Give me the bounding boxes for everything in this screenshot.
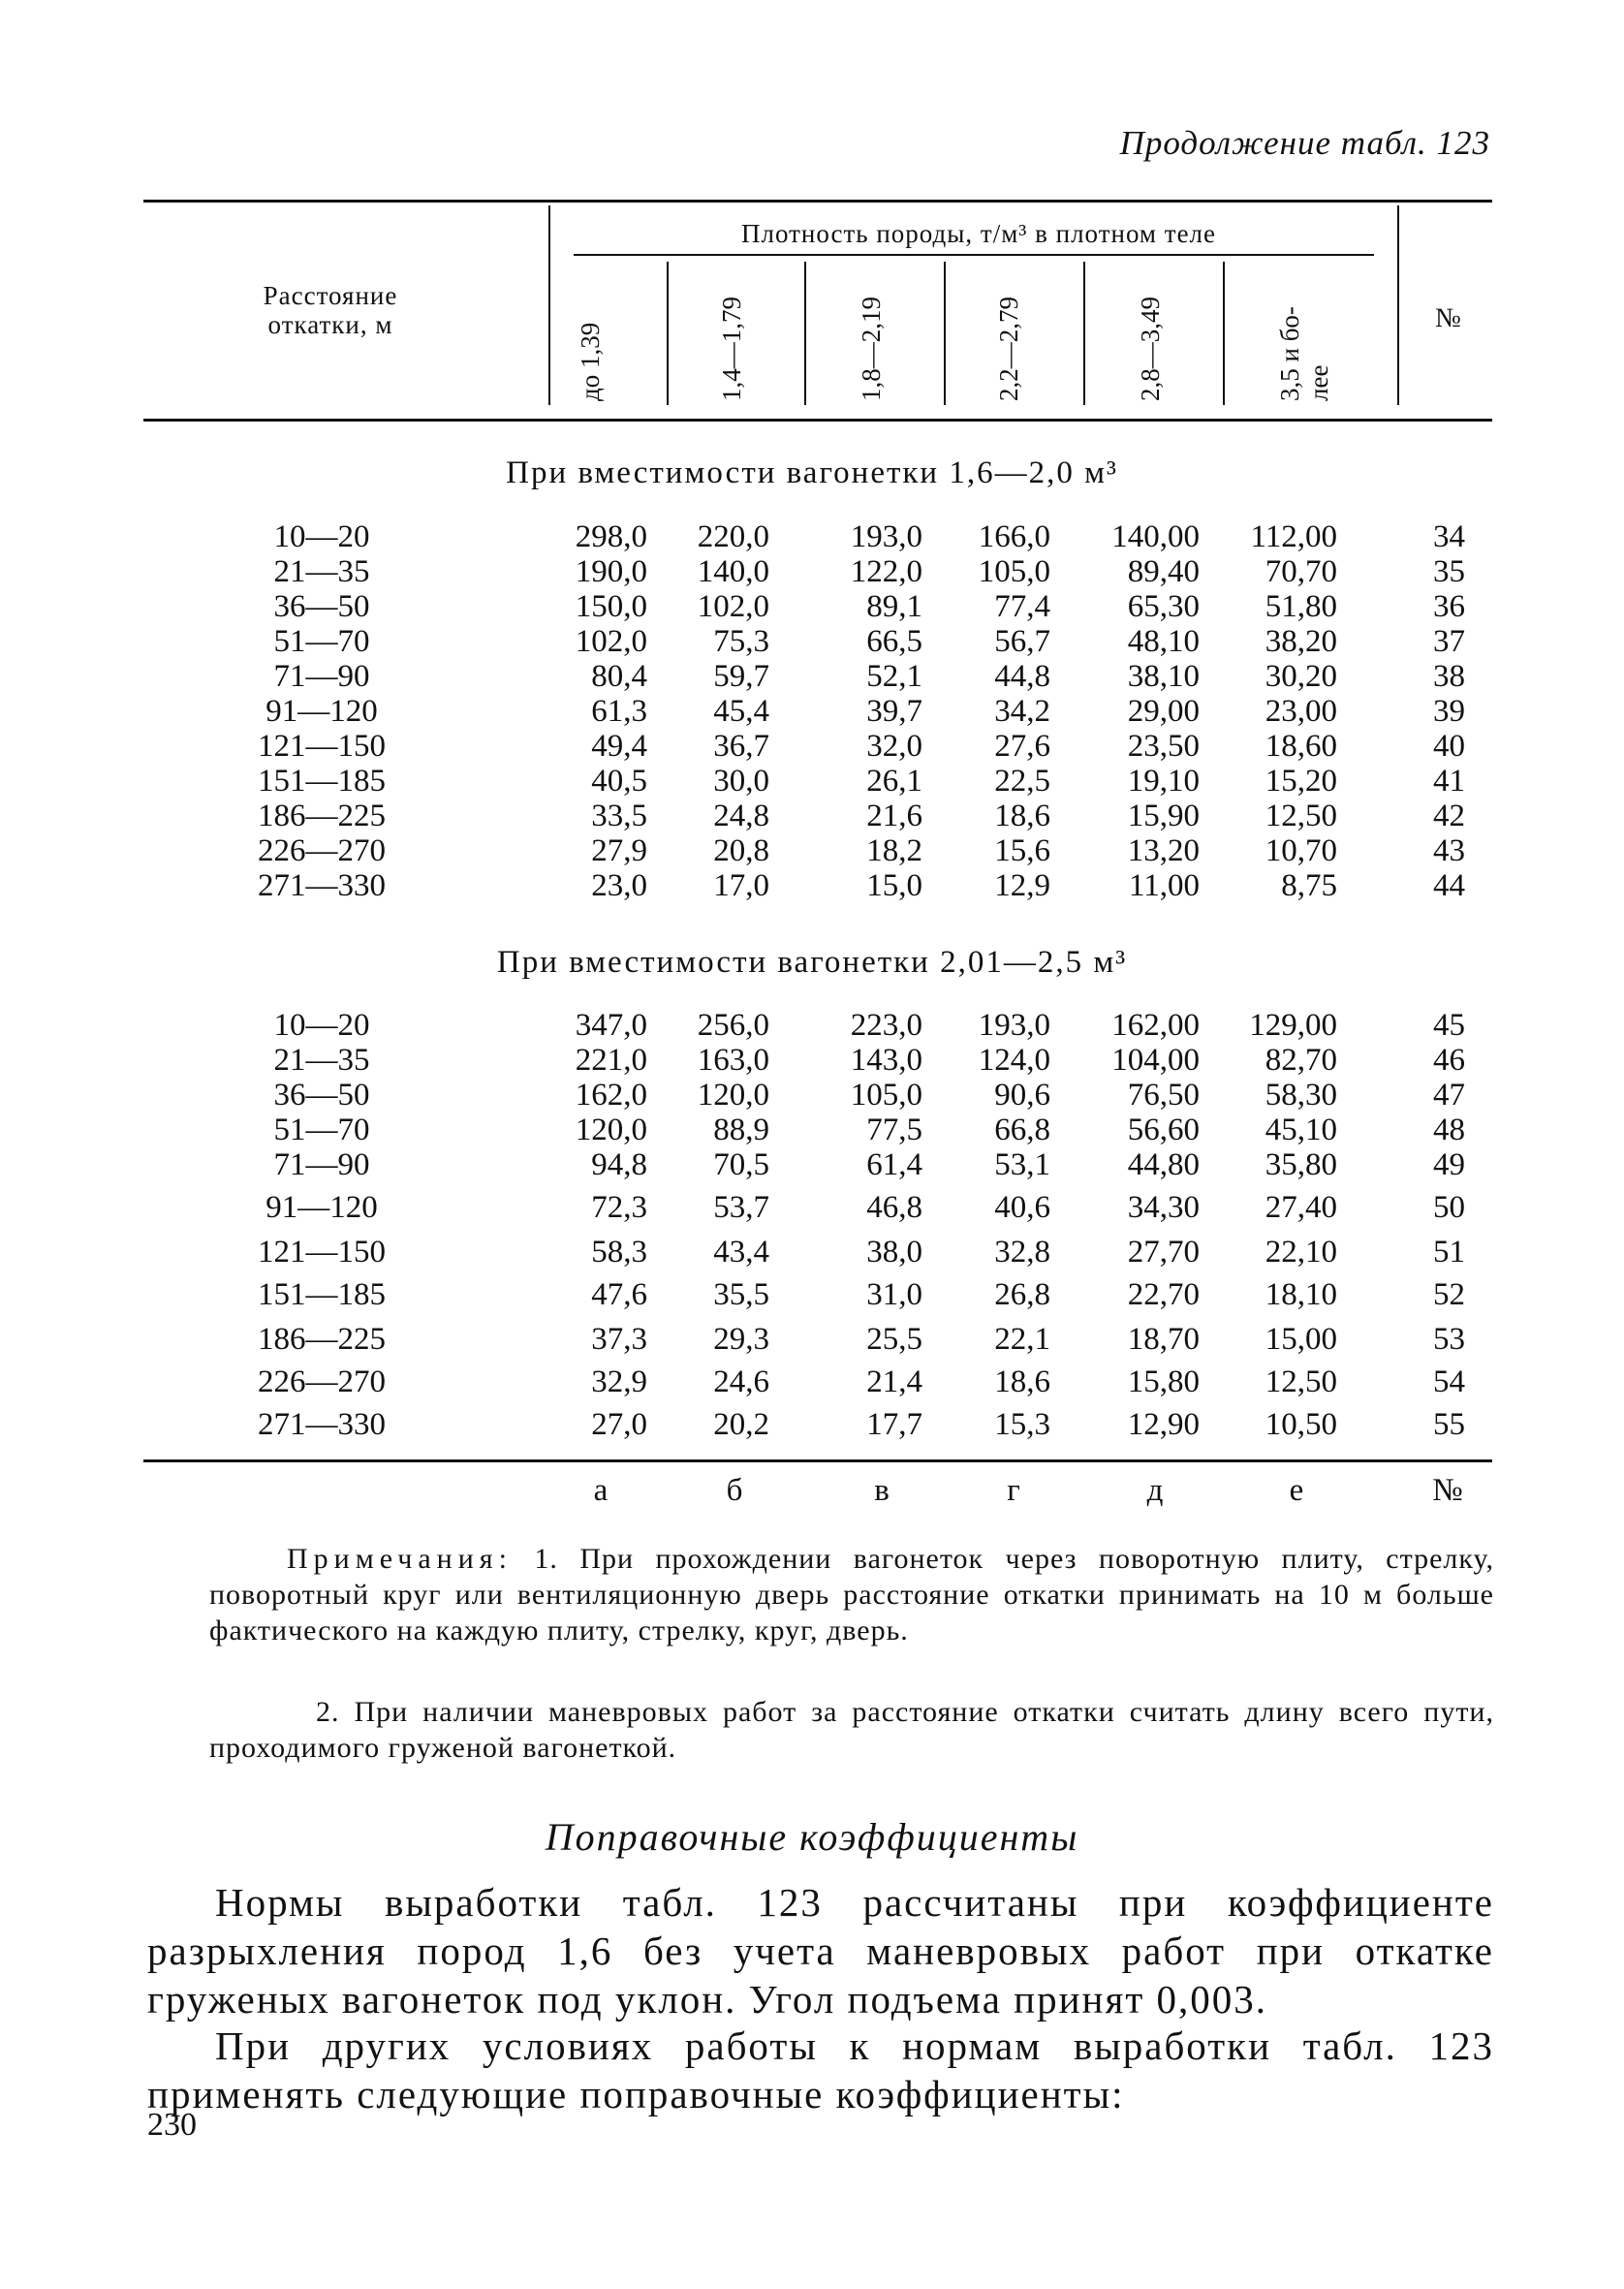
row-number-cell: 49 (1433, 1147, 1465, 1182)
note-1-text: 1. При прохождении вагонеток через поворотную плиту, стрелку, поворотный круг или вентиляционную дверь расстояние откатки принимать на 10 м больше фактического на каждую плиту, стрелку, круг, дверь. (209, 1543, 1495, 1646)
value-cell: 18,70 (1127, 1322, 1200, 1357)
footer-label: б (726, 1473, 743, 1508)
density-col-d: 2,8—3,49 (1136, 297, 1165, 401)
row-number-cell: 38 (1433, 659, 1465, 694)
value-cell: 18,10 (1265, 1277, 1337, 1312)
value-cell: 27,9 (591, 833, 647, 868)
table-row (0, 868, 1624, 903)
value-cell: 11,00 (1128, 868, 1200, 903)
page-number: 230 (147, 2107, 197, 2143)
paragraph-1: Нормы выработки табл. 123 рассчитаны при коэффициенте разрыхления пород 1,6 без учета маневровых работ при откатке груженых вагонеток под уклон. Угол подъема принят 0,003. (147, 1880, 1494, 2022)
distance-cell: 151—185 (258, 764, 386, 799)
value-cell: 40,5 (591, 764, 647, 799)
row-number-cell: 34 (1433, 519, 1465, 554)
value-cell: 76,50 (1127, 1078, 1200, 1113)
table-row (0, 1147, 1624, 1182)
density-header: Плотность породы, т/м³ в плотном теле (740, 219, 1217, 248)
value-cell: 256,0 (697, 1008, 769, 1043)
table-row (0, 659, 1624, 694)
value-cell: 22,70 (1127, 1277, 1200, 1312)
value-cell: 77,4 (994, 589, 1050, 624)
table-row (0, 519, 1624, 554)
value-cell: 12,90 (1127, 1407, 1200, 1442)
value-cell: 12,50 (1265, 799, 1337, 833)
value-cell: 27,40 (1265, 1190, 1337, 1225)
value-cell: 35,80 (1265, 1147, 1337, 1182)
value-cell: 15,00 (1265, 1322, 1337, 1357)
header-divider (1083, 262, 1085, 405)
distance-cell: 271—330 (258, 868, 386, 903)
value-cell: 18,6 (994, 1364, 1050, 1399)
row-number-cell: 40 (1433, 729, 1465, 764)
value-cell: 43,4 (713, 1235, 769, 1270)
value-cell: 8,75 (1281, 868, 1337, 903)
value-cell: 102,0 (697, 589, 769, 624)
value-cell: 22,5 (994, 764, 1050, 799)
value-cell: 51,80 (1265, 589, 1337, 624)
value-cell: 88,9 (713, 1113, 769, 1147)
table-row (0, 554, 1624, 589)
distance-cell: 10—20 (273, 1008, 370, 1043)
section-title-2: При вместимости вагонетки 2,01—2,5 м³ (496, 945, 1128, 980)
value-cell: 166,0 (978, 519, 1050, 554)
value-cell: 26,8 (994, 1277, 1050, 1312)
value-cell: 12,9 (994, 868, 1050, 903)
value-cell: 59,7 (713, 659, 769, 694)
row-number-cell: 54 (1433, 1364, 1465, 1399)
value-cell: 15,0 (866, 868, 922, 903)
table-bottom-rule (143, 1459, 1492, 1462)
row-number-cell: 44 (1433, 868, 1465, 903)
value-cell: 190,0 (575, 554, 647, 589)
row-number-cell: 47 (1433, 1078, 1465, 1113)
table-row (0, 764, 1624, 799)
value-cell: 89,40 (1127, 554, 1200, 589)
distance-cell: 91—120 (265, 1190, 378, 1225)
table-row (0, 1322, 1624, 1357)
row-number-cell: 35 (1433, 554, 1465, 589)
value-cell: 31,0 (866, 1277, 922, 1312)
table-row (0, 589, 1624, 624)
table-row (0, 1364, 1624, 1399)
distance-cell: 36—50 (273, 589, 370, 624)
value-cell: 221,0 (575, 1043, 647, 1078)
distance-cell: 186—225 (258, 799, 386, 833)
distance-cell: 36—50 (273, 1078, 370, 1113)
value-cell: 72,3 (591, 1190, 647, 1225)
value-cell: 162,00 (1111, 1008, 1200, 1043)
footer-label: д (1146, 1473, 1164, 1508)
value-cell: 124,0 (978, 1043, 1050, 1078)
distance-cell: 226—270 (258, 1364, 386, 1399)
value-cell: 30,0 (713, 764, 769, 799)
value-cell: 298,0 (575, 519, 647, 554)
value-cell: 150,0 (575, 589, 647, 624)
value-cell: 24,6 (713, 1364, 769, 1399)
value-cell: 13,20 (1127, 833, 1200, 868)
value-cell: 20,2 (713, 1407, 769, 1442)
value-cell: 33,5 (591, 799, 647, 833)
header-divider (667, 262, 669, 405)
section-title-1: При вместимости вагонетки 1,6—2,0 м³ (506, 455, 1118, 490)
value-cell: 193,0 (850, 519, 922, 554)
value-cell: 23,00 (1265, 694, 1337, 729)
table-row (0, 1043, 1624, 1078)
value-cell: 36,7 (713, 729, 769, 764)
value-cell: 45,4 (713, 694, 769, 729)
paragraph-2: При других условиях работы к нормам выработки табл. 123 применять следующие поправочные коэффициенты: (147, 2023, 1494, 2117)
table-row (0, 1078, 1624, 1113)
value-cell: 23,50 (1127, 729, 1200, 764)
value-cell: 27,6 (994, 729, 1050, 764)
value-cell: 102,0 (575, 624, 647, 659)
table-row (0, 1277, 1624, 1312)
footer-label: в (874, 1473, 890, 1508)
value-cell: 70,5 (713, 1147, 769, 1182)
footer-label: № (1432, 1473, 1463, 1508)
density-col-a: до 1,39 (576, 322, 605, 401)
value-cell: 15,90 (1127, 799, 1200, 833)
value-cell: 21,6 (866, 799, 922, 833)
value-cell: 15,80 (1127, 1364, 1200, 1399)
value-cell: 27,0 (591, 1407, 647, 1442)
table-row (0, 833, 1624, 868)
value-cell: 17,0 (713, 868, 769, 903)
value-cell: 32,0 (866, 729, 922, 764)
value-cell: 32,9 (591, 1364, 647, 1399)
value-cell: 120,0 (575, 1113, 647, 1147)
header-divider (804, 262, 806, 405)
value-cell: 38,0 (866, 1235, 922, 1270)
row-number-cell: 48 (1433, 1113, 1465, 1147)
value-cell: 80,4 (591, 659, 647, 694)
value-cell: 65,30 (1127, 589, 1200, 624)
value-cell: 120,0 (697, 1078, 769, 1113)
value-cell: 105,0 (978, 554, 1050, 589)
table-row (0, 624, 1624, 659)
value-cell: 22,10 (1265, 1235, 1337, 1270)
value-cell: 21,4 (866, 1364, 922, 1399)
value-cell: 61,4 (866, 1147, 922, 1182)
value-cell: 53,7 (713, 1190, 769, 1225)
distance-cell: 226—270 (258, 833, 386, 868)
footer-label: е (1289, 1473, 1304, 1508)
header-divider (1223, 262, 1225, 405)
value-cell: 89,1 (866, 589, 922, 624)
section-title: Поправочные коэффициенты (545, 1815, 1079, 1859)
value-cell: 52,1 (866, 659, 922, 694)
table-row (0, 799, 1624, 833)
distance-cell: 121—150 (258, 1235, 386, 1270)
value-cell: 25,5 (866, 1322, 922, 1357)
header-divider (944, 262, 946, 405)
value-cell: 143,0 (850, 1043, 922, 1078)
value-cell: 140,00 (1111, 519, 1200, 554)
value-cell: 18,60 (1265, 729, 1337, 764)
value-cell: 47,6 (591, 1277, 647, 1312)
table-row (0, 1008, 1624, 1043)
table-row (0, 694, 1624, 729)
density-col-e-label: 3,5 и бо-лее (1275, 306, 1333, 401)
value-cell: 10,50 (1265, 1407, 1337, 1442)
value-cell: 129,00 (1249, 1008, 1337, 1043)
continuation-caption: Продолжение табл. 123 (1119, 124, 1490, 162)
table-row (0, 1407, 1624, 1442)
density-col-g: 2,2—2,79 (994, 297, 1023, 401)
value-cell: 49,4 (591, 729, 647, 764)
distance-cell: 21—35 (273, 1043, 370, 1078)
row-number-cell: 42 (1433, 799, 1465, 833)
row-number-cell: 52 (1433, 1277, 1465, 1312)
value-cell: 38,10 (1127, 659, 1200, 694)
value-cell: 24,8 (713, 799, 769, 833)
value-cell: 10,70 (1265, 833, 1337, 868)
header-divider (548, 205, 550, 405)
value-cell: 15,20 (1265, 764, 1337, 799)
row-number-cell: 37 (1433, 624, 1465, 659)
distance-cell: 91—120 (265, 694, 378, 729)
value-cell: 30,20 (1265, 659, 1337, 694)
distance-cell: 151—185 (258, 1277, 386, 1312)
value-cell: 26,1 (866, 764, 922, 799)
value-cell: 220,0 (697, 519, 769, 554)
distance-cell: 71—90 (273, 659, 370, 694)
note-1 (209, 1541, 1494, 1648)
value-cell: 58,30 (1265, 1078, 1337, 1113)
value-cell: 163,0 (697, 1043, 769, 1078)
value-cell: 193,0 (978, 1008, 1050, 1043)
value-cell: 12,50 (1265, 1364, 1337, 1399)
row-number-cell: 41 (1433, 764, 1465, 799)
value-cell: 66,8 (994, 1113, 1050, 1147)
value-cell: 23,0 (591, 868, 647, 903)
distance-cell: 10—20 (273, 519, 370, 554)
value-cell: 34,30 (1127, 1190, 1200, 1225)
value-cell: 347,0 (575, 1008, 647, 1043)
value-cell: 40,6 (994, 1190, 1050, 1225)
value-cell: 34,2 (994, 694, 1050, 729)
value-cell: 19,10 (1127, 764, 1200, 799)
row-number-cell: 39 (1433, 694, 1465, 729)
value-cell: 94,8 (591, 1147, 647, 1182)
value-cell: 45,10 (1265, 1113, 1337, 1147)
distance-header: Расстояние откатки, м (263, 281, 398, 339)
table-row (0, 1190, 1624, 1225)
table-row (0, 729, 1624, 764)
value-cell: 32,8 (994, 1235, 1050, 1270)
footer-label: г (1007, 1473, 1020, 1508)
header-divider (1397, 205, 1399, 405)
row-number-cell: 50 (1433, 1190, 1465, 1225)
value-cell: 90,6 (994, 1078, 1050, 1113)
value-cell: 162,0 (575, 1078, 647, 1113)
value-cell: 122,0 (850, 554, 922, 589)
value-cell: 77,5 (866, 1113, 922, 1147)
row-number-cell: 53 (1433, 1322, 1465, 1357)
value-cell: 82,70 (1265, 1043, 1337, 1078)
row-number-cell: 43 (1433, 833, 1465, 868)
value-cell: 70,70 (1265, 554, 1337, 589)
value-cell: 66,5 (866, 624, 922, 659)
distance-cell: 186—225 (258, 1322, 386, 1357)
table-top-rule (143, 200, 1492, 203)
value-cell: 58,3 (591, 1235, 647, 1270)
value-cell: 17,7 (866, 1407, 922, 1442)
value-cell: 53,1 (994, 1147, 1050, 1182)
value-cell: 44,80 (1127, 1147, 1200, 1182)
table-row (0, 1113, 1624, 1147)
value-cell: 46,8 (866, 1190, 922, 1225)
distance-cell: 21—35 (273, 554, 370, 589)
row-number-cell: 51 (1433, 1235, 1465, 1270)
value-cell: 22,1 (994, 1322, 1050, 1357)
distance-cell: 271—330 (258, 1407, 386, 1442)
row-number-cell: 36 (1433, 589, 1465, 624)
note-2: 2. При наличии маневровых работ за расстояние откатки считать длину всего пути, проходимого груженой вагонеткой. (209, 1696, 1494, 1764)
row-number-cell: 45 (1433, 1008, 1465, 1043)
value-cell: 104,00 (1111, 1043, 1200, 1078)
value-cell: 29,00 (1127, 694, 1200, 729)
value-cell: 15,6 (994, 833, 1050, 868)
number-header: № (1435, 303, 1462, 333)
value-cell: 48,10 (1127, 624, 1200, 659)
value-cell: 44,8 (994, 659, 1050, 694)
density-col-b: 1,4—1,79 (717, 297, 746, 401)
distance-cell: 71—90 (273, 1147, 370, 1182)
value-cell: 140,0 (697, 554, 769, 589)
value-cell: 18,2 (866, 833, 922, 868)
value-cell: 29,3 (713, 1322, 769, 1357)
value-cell: 56,60 (1127, 1113, 1200, 1147)
footer-label: а (593, 1473, 609, 1508)
row-number-cell: 46 (1433, 1043, 1465, 1078)
distance-cell: 51—70 (273, 1113, 370, 1147)
table-row (0, 1235, 1624, 1270)
value-cell: 223,0 (850, 1008, 922, 1043)
value-cell: 56,7 (994, 624, 1050, 659)
notes-label: Примечания: (287, 1543, 513, 1575)
table-header-bottom-rule (143, 419, 1492, 422)
row-number-cell: 55 (1433, 1407, 1465, 1442)
density-col-v: 1,8—2,19 (857, 297, 886, 401)
value-cell: 112,00 (1250, 519, 1337, 554)
value-cell: 35,5 (713, 1277, 769, 1312)
value-cell: 37,3 (591, 1322, 647, 1357)
value-cell: 105,0 (850, 1078, 922, 1113)
value-cell: 20,8 (713, 833, 769, 868)
value-cell: 27,70 (1127, 1235, 1200, 1270)
distance-cell: 51—70 (273, 624, 370, 659)
value-cell: 18,6 (994, 799, 1050, 833)
value-cell: 38,20 (1265, 624, 1337, 659)
value-cell: 75,3 (713, 624, 769, 659)
value-cell: 39,7 (866, 694, 922, 729)
value-cell: 15,3 (994, 1407, 1050, 1442)
density-underline (574, 254, 1374, 256)
value-cell: 61,3 (591, 694, 647, 729)
distance-cell: 121—150 (258, 729, 386, 764)
